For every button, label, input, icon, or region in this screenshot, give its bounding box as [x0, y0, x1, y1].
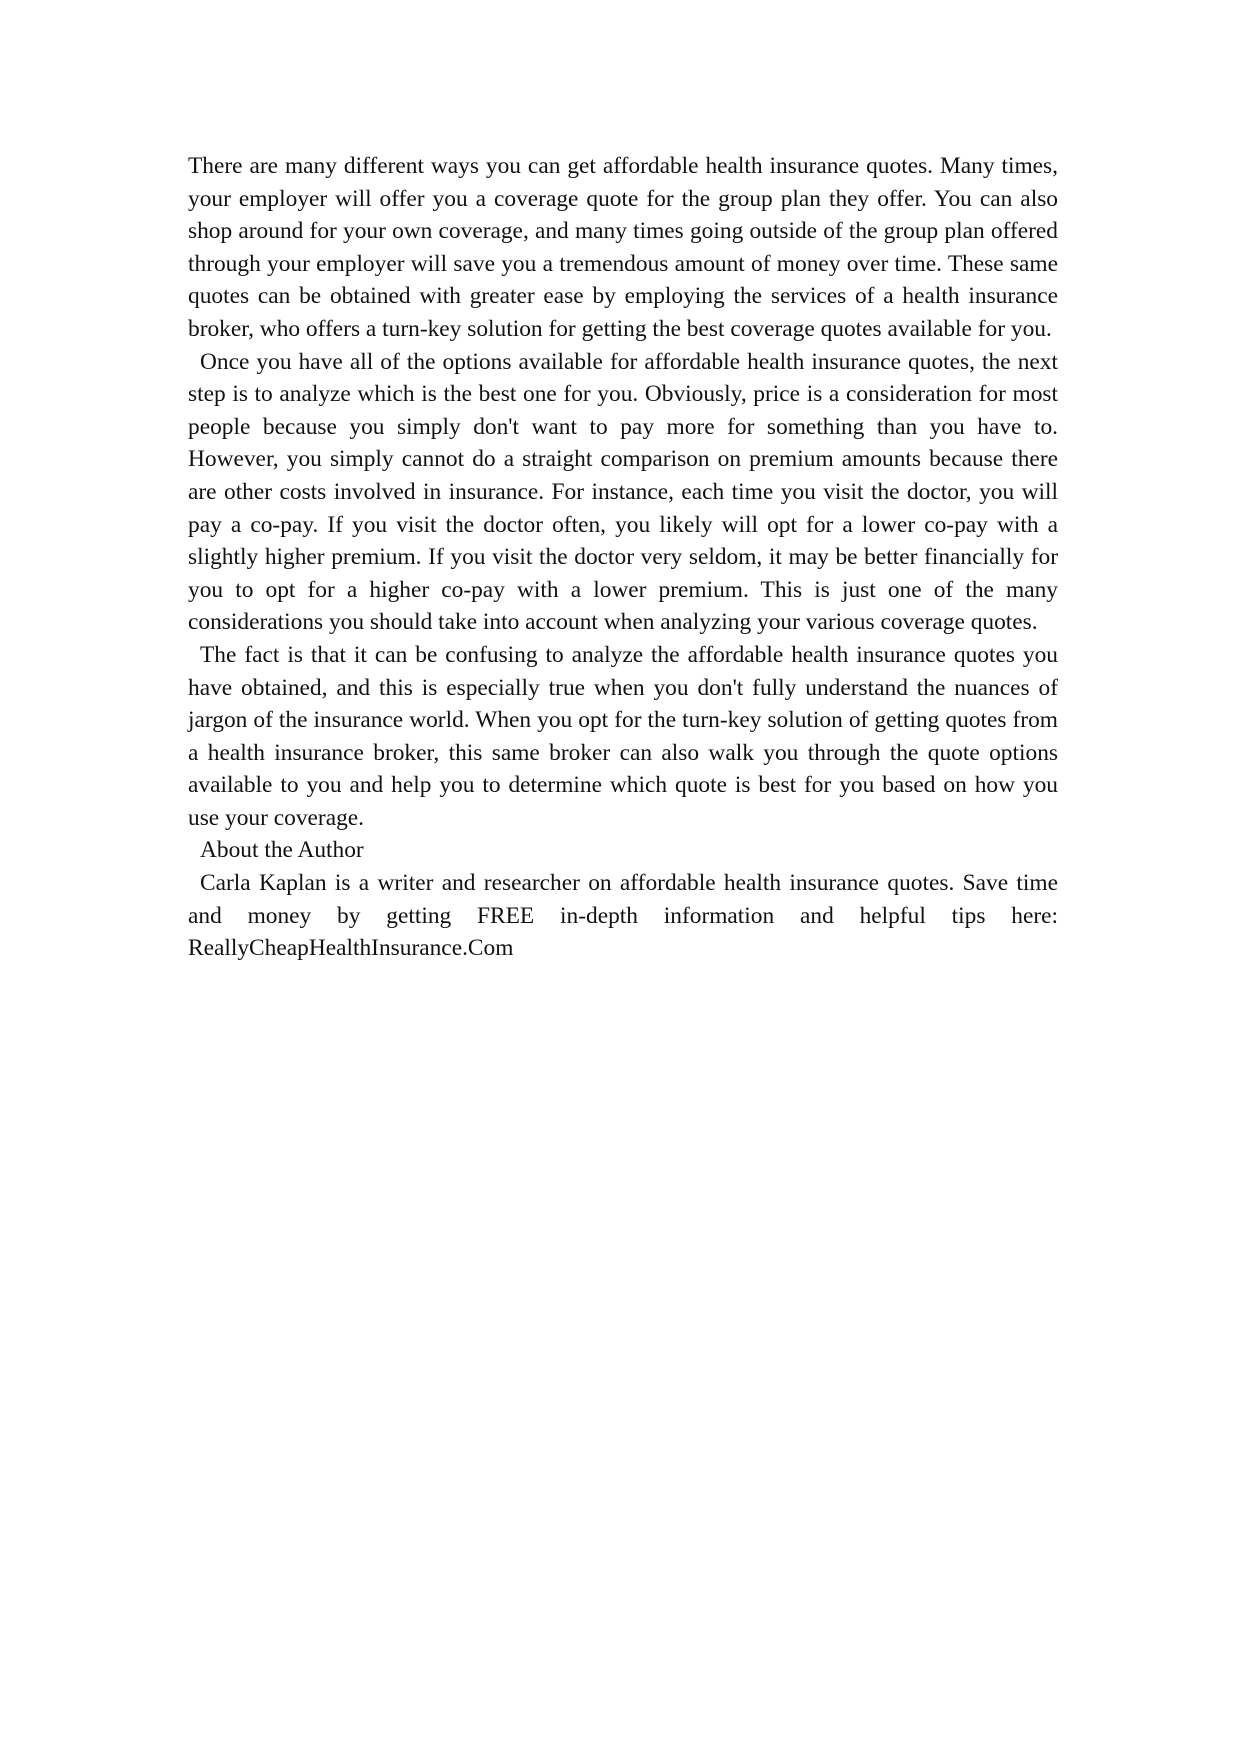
author-bio: Carla Kaplan is a writer and researcher on affordable health insurance quotes. Save time and money by getting FREE in-depth information and helpful tips here: ReallyCheapHealthInsurance.Com — [188, 870, 1058, 962]
paragraph-analysis: Once you have all of the options available for affordable health insurance quotes, the next step is to analyze which is the best one for you. Obviously, price is a consideration for most people because you simply don't want to pay more for something than you have to. However, you simply cannot do a straight comparison on premium amounts because there are other costs involved in insurance. For instance, each time you visit the doctor, you will pay a co-pay. If you visit the doctor often, you likely will opt for a lower co-pay with a slightly higher premium. If you visit the doctor very seldom, it may be better financially for you to opt for a higher co-pay with a lower premium. This is just one of the many considerations you should take into account when analyzing your various coverage quotes. — [188, 348, 1058, 636]
paragraph-intro: There are many different ways you can get affordable health insurance quotes. Many times, your employer will offer you a coverage quote for the group plan they offer. You can also shop around for your own coverage, and many times going outside of the group plan offered through your employer will save you a tremendous amount of money over time. These same quotes can be obtained with greater ease by employing the services of a health insurance broker, who offers a turn-key solution for getting the best coverage quotes available for you. — [188, 153, 1058, 342]
paragraph-broker: The fact is that it can be confusing to analyze the affordable health insurance quotes you have obtained, and this is especially true when you don't fully understand the nuances of jargon of the insurance world. When you opt for the turn-key solution of getting quotes from a health insurance broker, this same broker can also walk you through the quote options available to you and help you to determine which quote is best for you based on how you use your coverage. — [188, 641, 1058, 831]
about-author-heading: About the Author — [200, 837, 364, 864]
document-body — [188, 150, 1058, 965]
